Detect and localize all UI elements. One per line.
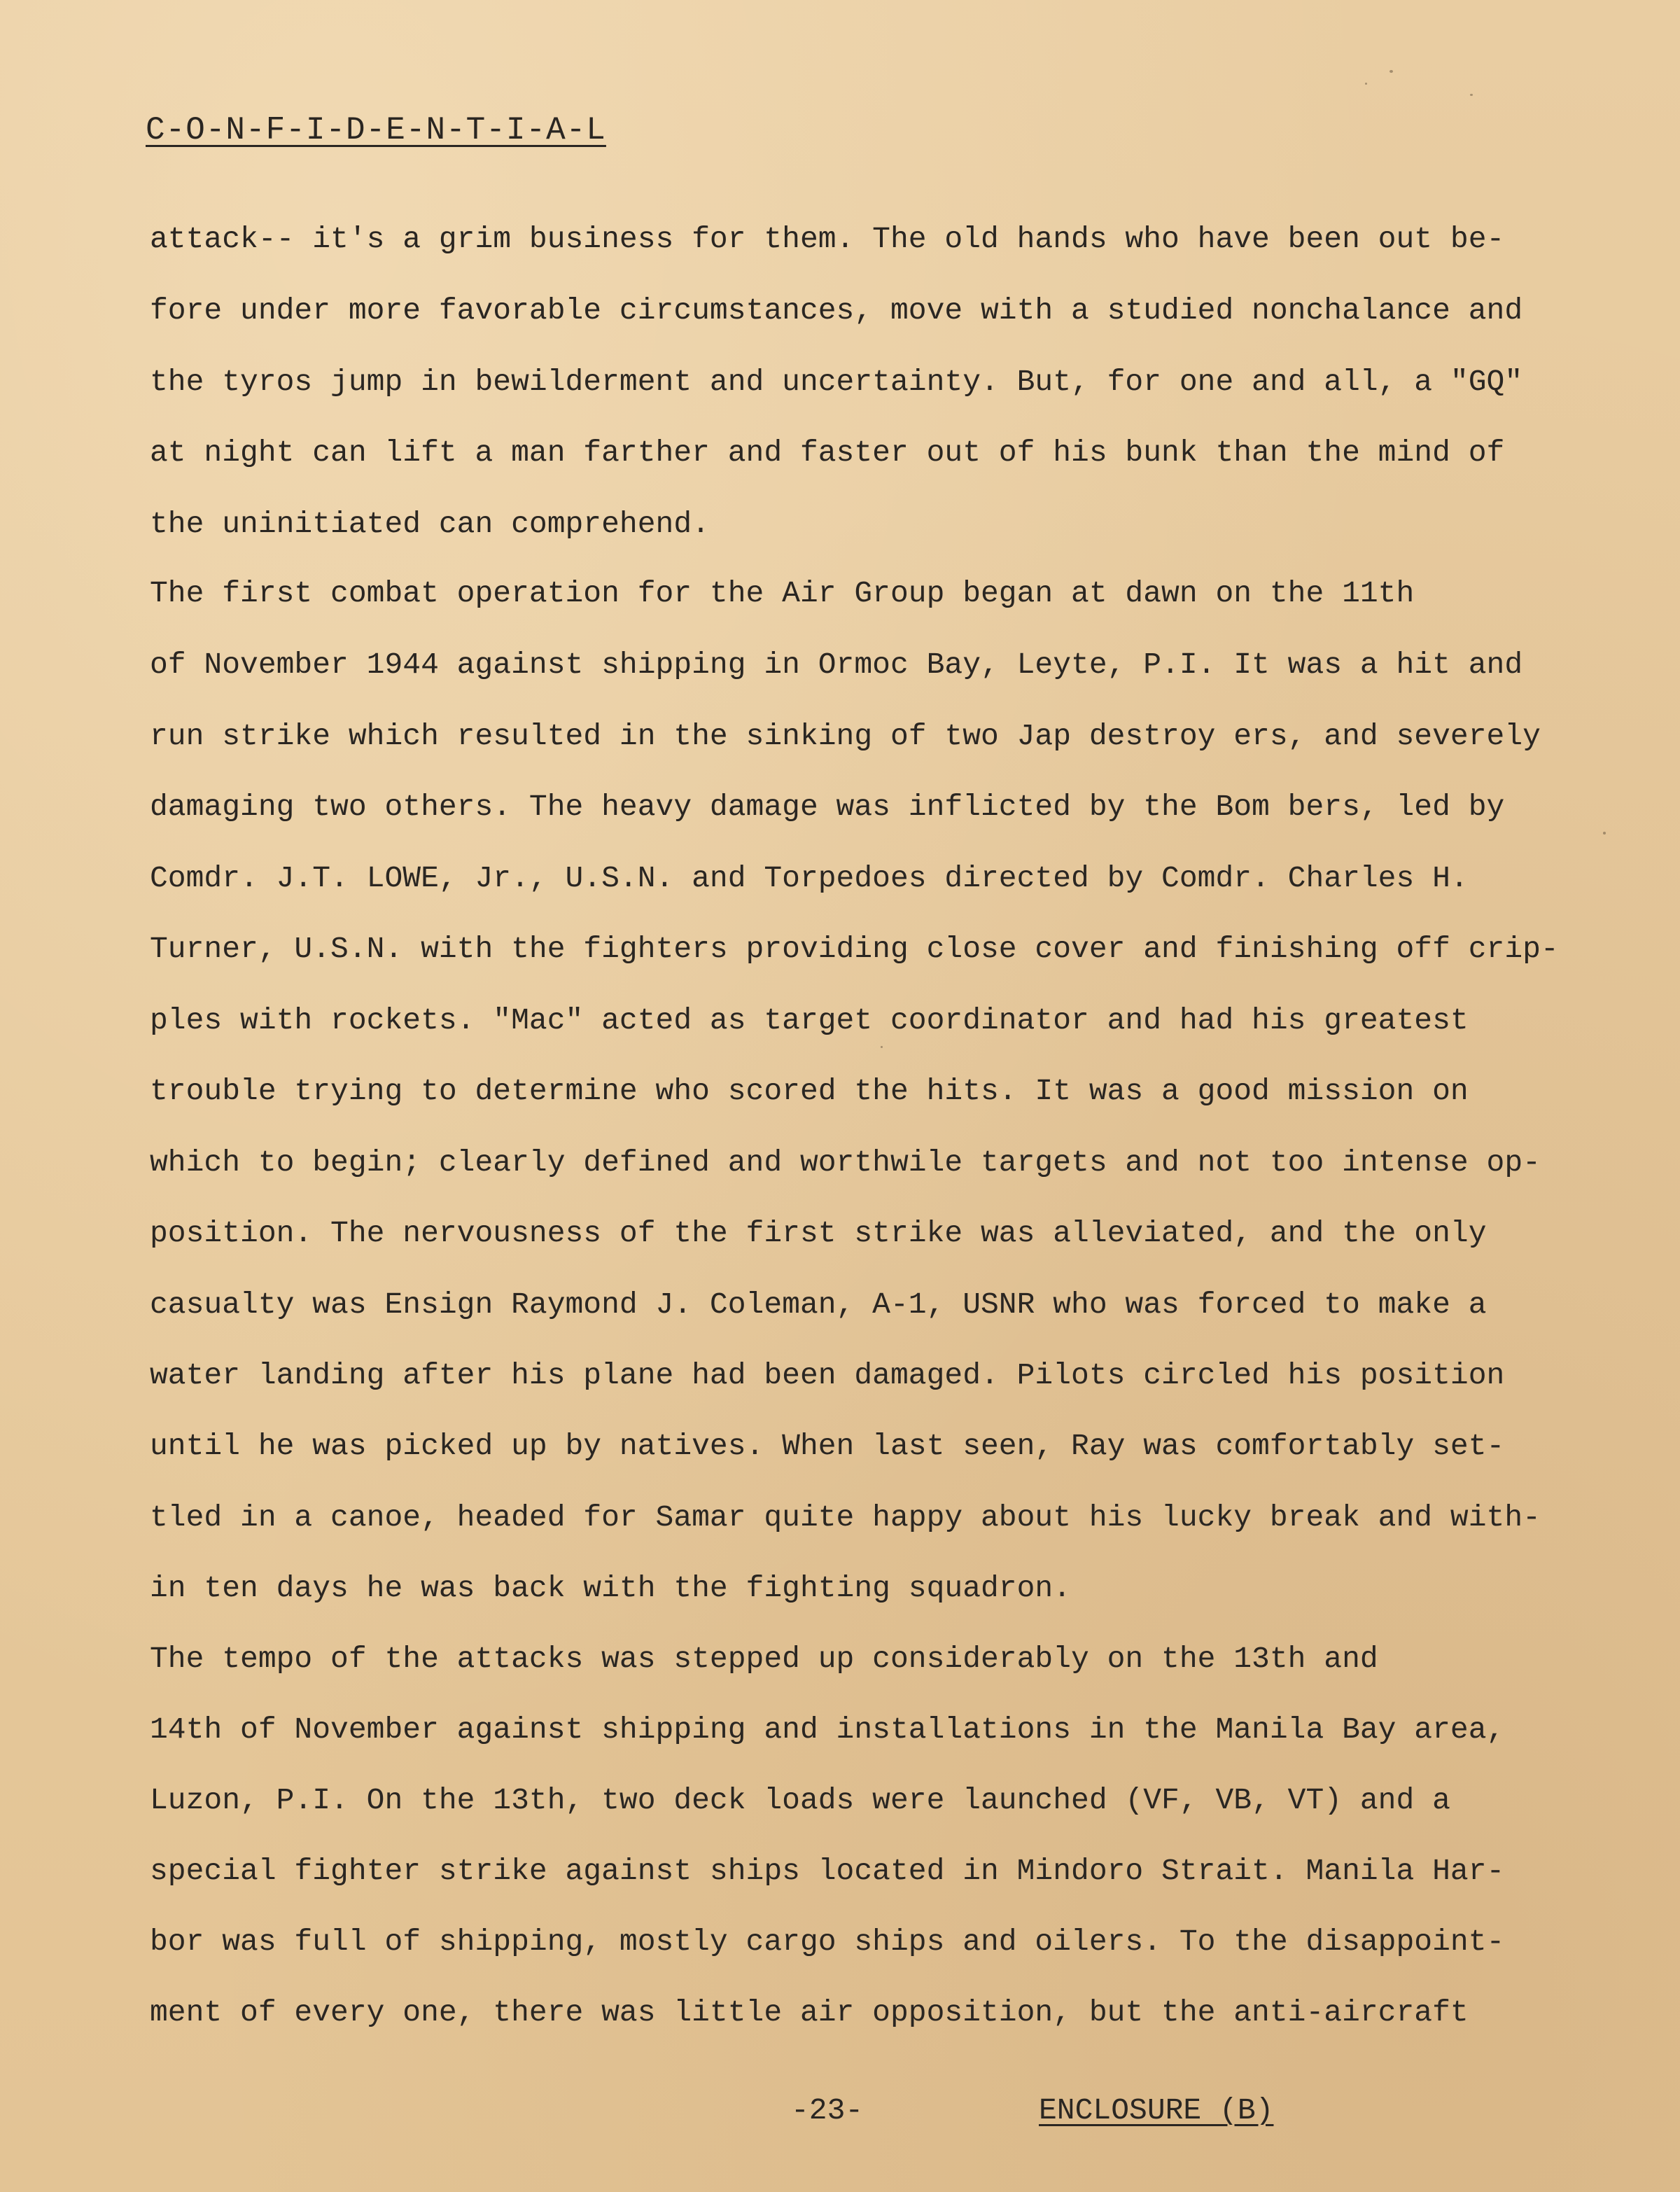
text-line: of November 1944 against shipping in Ormoc Bay, Leyte, P.I. It was a hit and xyxy=(150,648,1523,682)
text-line: 14th of November against shipping and installations in the Manila Bay area, xyxy=(150,1712,1505,1747)
text-line: Turner, U.S.N. with the fighters providing close cover and finishing off crip- xyxy=(150,932,1559,966)
text-line: at night can lift a man farther and faster out of his bunk than the mind of xyxy=(150,435,1505,470)
text-line: Luzon, P.I. On the 13th, two deck loads were launched (VF, VB, VT) and a xyxy=(150,1783,1450,1817)
text-line: water landing after his plane had been damaged. Pilots circled his position xyxy=(150,1358,1505,1392)
paper-speck xyxy=(1390,70,1393,73)
text-line: run strike which resulted in the sinking of two Jap destroy ers, and severely xyxy=(150,719,1541,753)
page-number: -23- xyxy=(791,2093,864,2128)
enclosure-label: ENCLOSURE (B) xyxy=(1039,2093,1274,2128)
paper-speck xyxy=(881,1046,883,1048)
text-line: ples with rockets. "Mac" acted as target coordinator and had his greatest xyxy=(150,1003,1469,1038)
text-line: damaging two others. The heavy damage was inflicted by the Bom bers, led by xyxy=(150,790,1505,824)
paper-speck xyxy=(1365,83,1367,85)
paper-speck xyxy=(1603,832,1606,835)
text-line: until he was picked up by natives. When last seen, Ray was comfortably set- xyxy=(150,1429,1505,1463)
text-line: bor was full of shipping, mostly cargo ships and oilers. To the disappoint- xyxy=(150,1925,1505,1959)
text-line: attack-- it's a grim business for them. The old hands who have been out be- xyxy=(150,222,1505,256)
text-line: trouble trying to determine who scored the hits. It was a good mission on xyxy=(150,1074,1469,1108)
text-line: fore under more favorable circumstances, move with a studied nonchalance and xyxy=(150,293,1523,328)
text-line: the tyros jump in bewilderment and uncertainty. But, for one and all, a "GQ" xyxy=(150,365,1523,399)
text-line: The first combat operation for the Air Group began at dawn on the 11th xyxy=(150,576,1415,610)
text-line: tled in a canoe, headed for Samar quite happy about his lucky break and with- xyxy=(150,1500,1541,1535)
text-line: casualty was Ensign Raymond J. Coleman, A-1, USNR who was forced to make a xyxy=(150,1287,1487,1322)
text-line: which to begin; clearly defined and worthwile targets and not too intense op- xyxy=(150,1145,1541,1180)
text-line: special fighter strike against ships located in Mindoro Strait. Manila Har- xyxy=(150,1854,1505,1888)
text-line: The tempo of the attacks was stepped up considerably on the 13th and xyxy=(150,1642,1378,1676)
text-line: ment of every one, there was little air opposition, but the anti-aircraft xyxy=(150,1995,1469,2030)
classification-header: C-O-N-F-I-D-E-N-T-I-A-L xyxy=(146,112,606,148)
text-line: Comdr. J.T. LOWE, Jr., U.S.N. and Torpedoes directed by Comdr. Charles H. xyxy=(150,861,1469,895)
text-line: the uninitiated can comprehend. xyxy=(150,507,710,541)
text-line: position. The nervousness of the first strike was alleviated, and the only xyxy=(150,1216,1487,1250)
paper-speck xyxy=(1470,94,1473,96)
text-line: in ten days he was back with the fighting squadron. xyxy=(150,1571,1072,1605)
